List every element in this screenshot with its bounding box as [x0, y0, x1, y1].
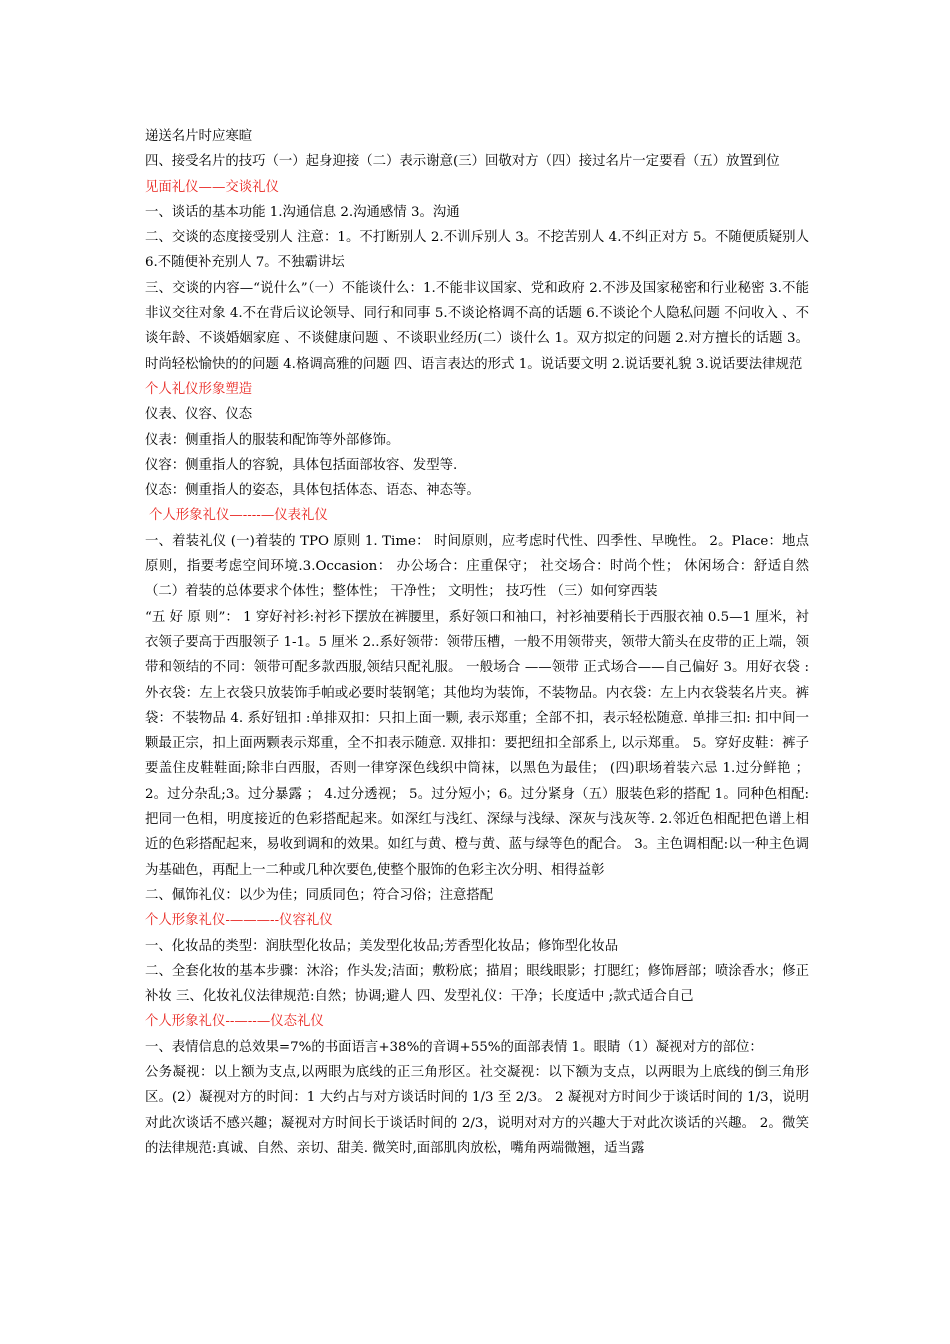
paragraph: 一、着装礼仪 (一)着装的 TPO 原则 1. Time： 时间原则，应考虑时代性、四季性、早晚性。 2。Place：地点原则，指要考虑空间环境.3.Occasion： 办公场合：庄重保守； 社交场合：时尚个性； 休闲场合：舒适自然（二）着装的总体要求个体性；整体性； 干净性； 文明性； 技巧性 （三）如何穿西装: [145, 533, 809, 600]
paragraph: 一、化妆品的类型：润肤型化妆品；美发型化妆品;芳香型化妆品；修饰型化妆品: [145, 938, 619, 954]
paragraph: 一、谈话的基本功能 1.沟通信息 2.沟通感情 3。沟通: [145, 204, 460, 220]
paragraph: 四、接受名片的技巧（一）起身迎接（二）表示谢意(三）回敬对方（四）接过名片一定要看（五）放置到位: [145, 154, 780, 170]
paragraph: 仪态：侧重指人的姿态，具体包括体态、语态、神态等。: [145, 483, 480, 499]
paragraph: 仪容：侧重指人的容貌，具体包括面部妆容、发型等.: [145, 457, 458, 473]
paragraph: 公务凝视：以上额为支点,以两眼为底线的正三角形区。社交凝视：以下额为支点，以两眼为上底线的倒三角形区。(2）凝视对方的时间：1 大约占与对方谈话时间的 1/3 至 2/3。 2 凝视对方时间少于谈话时间的 1/3，说明对此次谈话不感兴趣；凝视对方时间长于谈话时间的 2/3，说明对对方的兴趣大于对此次谈话的兴趣。 2。微笑的法律规范:真诚、自然、亲切、甜美. 微笑时,面部肌肉放松，嘴角两端微翘，适当露: [145, 1064, 809, 1156]
section-heading: 个人形象礼仪--—--—仪态礼仪: [145, 1014, 324, 1030]
paragraph: 二、佩饰礼仪：以少为佳；同质同色；符合习俗；注意搭配: [145, 887, 494, 903]
paragraph: 三、交谈的内容—“说什么”（一）不能谈什么：1.不能非议国家、党和政府 2.不涉及国家秘密和行业秘密 3.不能非议交往对象 4.不在背后议论领导、同行和同事 5.不谈论格调不高的话题 6.不谈论个人隐私问题 不问收入 、不谈年龄、不谈婚姻家庭 、不谈健康问题 、不谈职业经历(二）谈什么 1。双方拟定的问题 2.对方擅长的话题 3。时尚轻松愉快的的问题 4.格调高雅的问题 四、语言表达的形式 1。说话要文明 2.说话要礼貌 3.说话要法律规范: [145, 280, 809, 372]
paragraph: 一、表情信息的总效果=7%的书面语言+38%的音调+55%的面部表情 1。眼睛（1）凝视对方的部位：: [145, 1039, 763, 1055]
document-page: [145, 124, 809, 1161]
paragraph: 递送名片时应寒暄: [145, 129, 253, 144]
paragraph: 仪表：侧重指人的服装和配饰等外部修饰。: [145, 432, 400, 448]
section-heading: 个人形象礼仪-———--仪容礼仪: [145, 913, 333, 929]
section-heading: 见面礼仪——交谈礼仪: [145, 179, 279, 195]
section-heading: 个人礼仪形象塑造: [145, 381, 253, 397]
paragraph: 二、全套化妆的基本步骤：沐浴；作头发;洁面；敷粉底；描眉；眼线眼影；打腮红；修饰唇部；喷涂香水；修正补妆 三、化妆礼仪法律规范:自然；协调;避人 四、发型礼仪：干净；长度适中 ;款式适合自己: [145, 963, 809, 1005]
paragraph: “五 好 原 则”： 1 穿好衬衫:衬衫下摆放在裤腰里，系好领口和袖口，衬衫袖要稍长于西服衣袖 0.5—1 厘米，衬衣领子要高于西服领子 1-1。5 厘米 2..系好领带：领带压槽，一般不用领带夹，领带大箭头在皮带的正上端，领带和领结的不同：领带可配多款西服,领结只配礼服。 一般场合 ——领带 正式场合——自己偏好 3。用好衣袋 :外衣袋：左上衣袋只放装饰手帕或必要时装钢笔；其他均为装饰，不装物品。内衣袋：左上内衣袋装名片夹。裤袋：不装物品 4. 系好钮扣 :单排双扣：只扣上面一颗, 表示郑重；全部不扣，表示轻松随意. 单排三扣: 扣中间一颗最正宗，扣上面两颗表示郑重，全不扣表示随意. 双排扣：要把纽扣全部系上, 以示郑重。 5。穿好皮鞋：裤子要盖住皮鞋鞋面;除非白西服，否则一律穿深色线织中筒袜，以黑色为最佳； (四)职场着装六忌 1.过分鲜艳 ；2。过分杂乱;3。过分暴露 ； 4.过分透视； 5。过分短小；6。过分紧身（五）服装色彩的搭配 1。同种色相配:把同一色相，明度接近的色彩搭配起来。如深红与浅红、深绿与浅绿、深灰与浅灰等. 2.邻近色相配把色谱上相近的色彩搭配起来，易收到调和的效果。如红与黄、橙与黄、蓝与绿等色的配合。 3。主色调相配:以一种主色调为基础色，再配上一二种或几种次要色,使整个服饰的色彩主次分明、相得益彰: [145, 609, 809, 878]
paragraph: 仪表、仪容、仪态: [145, 407, 253, 423]
paragraph: 二、交谈的态度接受别人 注意：1。不打断别人 2.不训斥别人 3。不挖苦别人 4.不纠正对方 5。不随便质疑别人 6.不随便补充别人 7。不独霸讲坛: [145, 230, 809, 271]
section-heading: 个人形象礼仪—----—仪表礼仪: [149, 508, 328, 524]
